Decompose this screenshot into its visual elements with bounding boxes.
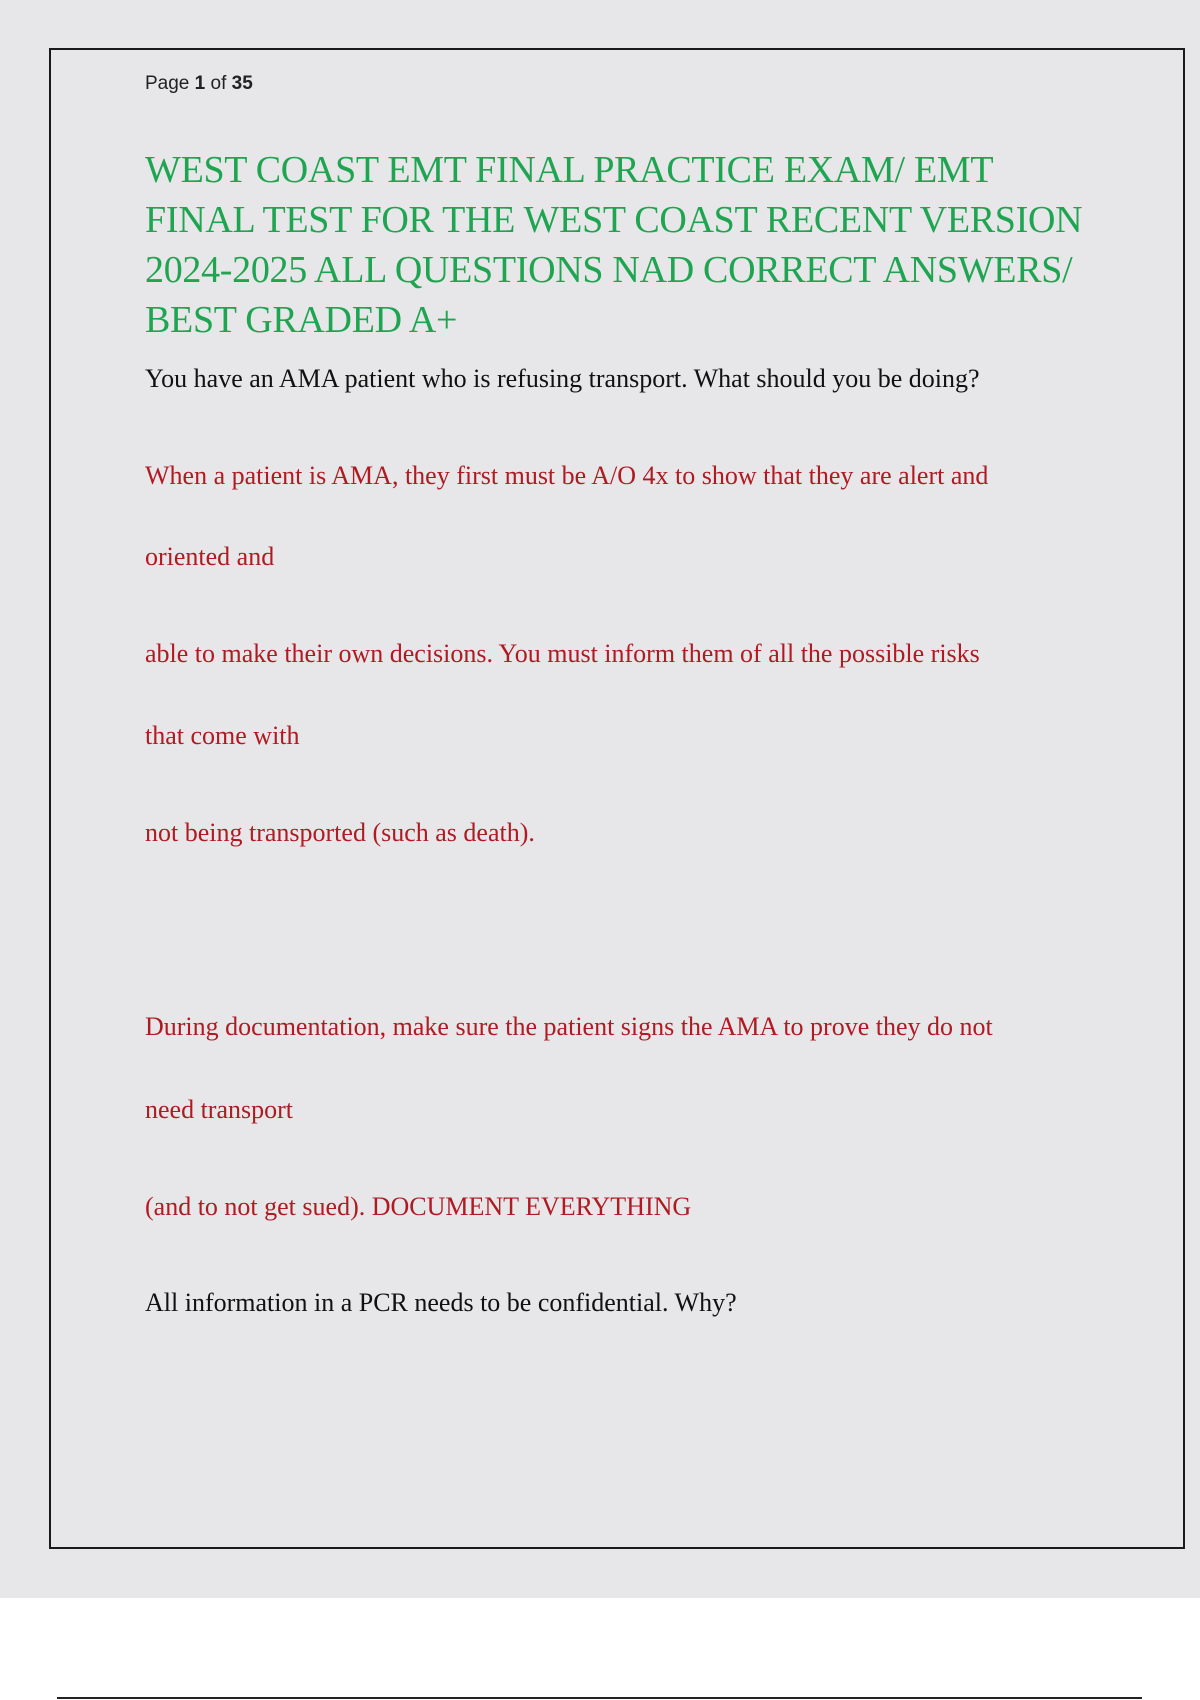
footer-divider <box>57 1697 1142 1699</box>
answer-1-line-4: that come with <box>145 721 300 750</box>
answer-1-line-8: (and to not get sued). DOCUMENT EVERYTHING <box>145 1192 692 1221</box>
question-2: All information in a PCR needs to be confidential. Why? <box>145 1288 737 1317</box>
current-page: 1 <box>194 73 206 94</box>
answer-1-line-3: able to make their own decisions. You must inform them of all the possible risks <box>145 639 980 668</box>
page-number: Page 1 of 35 <box>145 73 253 94</box>
answer-1-line-2: oriented and <box>145 542 275 571</box>
answer-1-line-5: not being transported (such as death). <box>145 818 535 847</box>
total-pages: 35 <box>231 73 253 94</box>
answer-1-line-6: During documentation, make sure the patient signs the AMA to prove they do not <box>145 1012 993 1041</box>
answer-1-line-1: When a patient is AMA, they first must be A/O 4x to show that they are alert and <box>145 461 989 490</box>
answer-1-line-7: need transport <box>145 1095 294 1124</box>
document-title: WEST COAST EMT FINAL PRACTICE EXAM/ EMT FINAL TEST FOR THE WEST COAST RECENT VERSION 2024-2025 ALL QUESTIONS NAD CORRECT ANSWERS/ BEST GRADED A+ <box>145 149 1083 341</box>
question-1: You have an AMA patient who is refusing transport. What should you be doing? <box>145 364 980 393</box>
